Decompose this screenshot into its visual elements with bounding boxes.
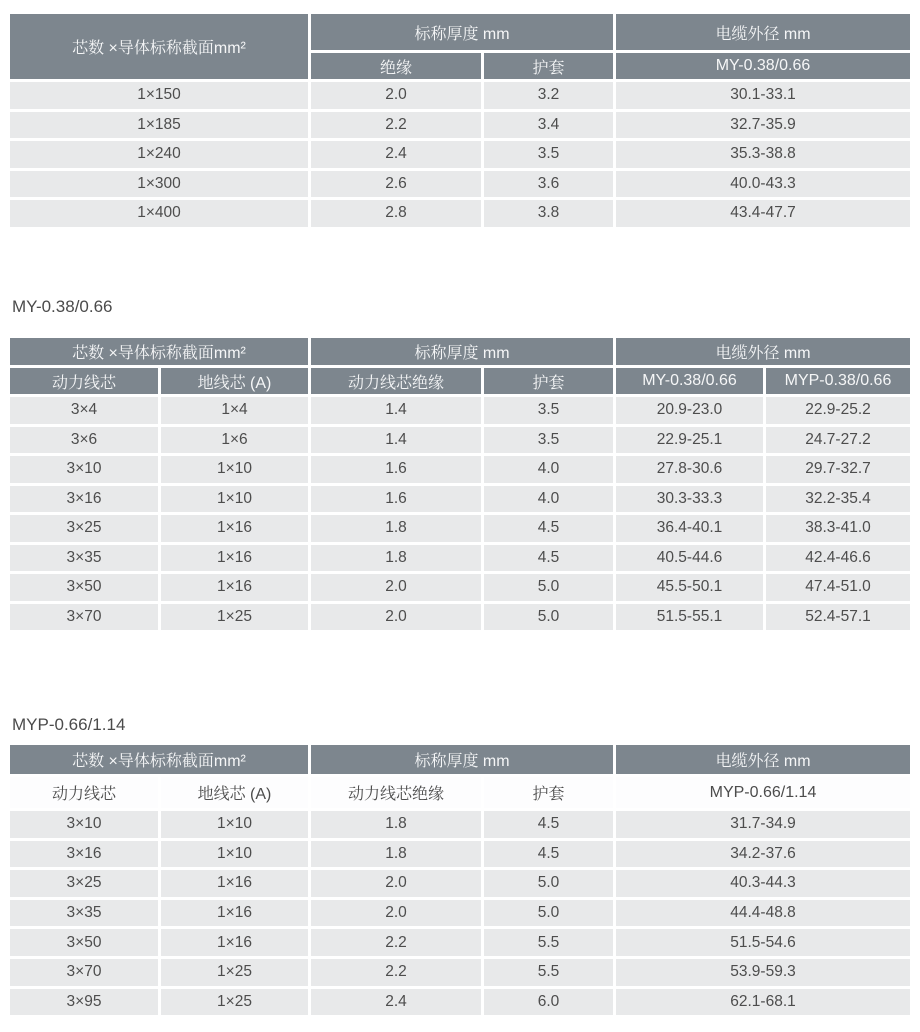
cell-insulation: 2.8	[311, 200, 481, 227]
cell-diameter-myp: 62.1-68.1	[616, 989, 910, 1016]
column-header-model-my: MY-0.38/0.66	[616, 368, 763, 394]
cell-diameter-my: 36.4-40.1	[616, 515, 763, 542]
cell-ground-core: 1×16	[161, 545, 308, 572]
column-header-sheath: 护套	[484, 368, 613, 394]
cell-power-insulation: 1.8	[311, 545, 481, 572]
cell-diameter-myp: 40.3-44.3	[616, 870, 910, 897]
section-title-myp: MYP-0.66/1.14	[12, 715, 126, 735]
cell-sheath: 3.5	[484, 141, 613, 168]
cell-insulation: 2.6	[311, 171, 481, 198]
cell-diameter-my: 27.8-30.6	[616, 456, 763, 483]
cell-insulation: 2.2	[311, 112, 481, 139]
cell-sheath: 4.0	[484, 486, 613, 513]
cell-ground-core: 1×16	[161, 929, 308, 956]
cell-power-insulation: 1.8	[311, 841, 481, 868]
cell-diameter-myp: 31.7-34.9	[616, 811, 910, 838]
cell-power-core: 3×35	[10, 545, 158, 572]
cell-diameter-myp: 38.3-41.0	[766, 515, 910, 542]
cell-diameter-my: 30.3-33.3	[616, 486, 763, 513]
cell-ground-core: 1×16	[161, 515, 308, 542]
cell-power-insulation: 2.0	[311, 574, 481, 601]
column-header-model-myp: MYP-0.38/0.66	[766, 368, 910, 394]
cell-diameter-myp: 32.2-35.4	[766, 486, 910, 513]
cell-sheath: 6.0	[484, 989, 613, 1016]
column-header-core-spec: 芯数 ×导体标称截面mm²	[10, 338, 308, 365]
cell-ground-core: 1×10	[161, 841, 308, 868]
cell-power-insulation: 2.2	[311, 959, 481, 986]
column-header-model-my: MY-0.38/0.66	[616, 53, 910, 79]
cell-diameter: 32.7-35.9	[616, 112, 910, 139]
cell-ground-core: 1×25	[161, 959, 308, 986]
cell-diameter-myp: 44.4-48.8	[616, 900, 910, 927]
column-header-thickness-group: 标称厚度 mm	[311, 745, 613, 774]
cell-power-core: 3×35	[10, 900, 158, 927]
cell-diameter: 40.0-43.3	[616, 171, 910, 198]
cell-sheath: 5.0	[484, 900, 613, 927]
table-single-core	[10, 14, 910, 227]
cell-power-insulation: 1.4	[311, 427, 481, 454]
cell-diameter-myp: 53.9-59.3	[616, 959, 910, 986]
cell-core-spec: 1×240	[10, 141, 308, 168]
cell-sheath: 5.0	[484, 604, 613, 631]
cell-sheath: 3.8	[484, 200, 613, 227]
cell-core-spec: 1×300	[10, 171, 308, 198]
column-header-diameter-group: 电缆外径 mm	[616, 14, 910, 50]
column-header-power-core: 动力线芯	[10, 368, 158, 394]
cell-diameter-myp: 29.7-32.7	[766, 456, 910, 483]
cell-diameter-myp: 34.2-37.6	[616, 841, 910, 868]
cell-ground-core: 1×16	[161, 870, 308, 897]
cell-power-insulation: 2.0	[311, 900, 481, 927]
cell-power-core: 3×10	[10, 811, 158, 838]
cell-sheath: 3.6	[484, 171, 613, 198]
cell-sheath: 3.2	[484, 82, 613, 109]
cell-insulation: 2.4	[311, 141, 481, 168]
cell-ground-core: 1×25	[161, 604, 308, 631]
cell-diameter-myp: 52.4-57.1	[766, 604, 910, 631]
cell-sheath: 4.5	[484, 841, 613, 868]
column-header-thickness-group: 标称厚度 mm	[311, 338, 613, 365]
cell-diameter-myp: 24.7-27.2	[766, 427, 910, 454]
cell-sheath: 3.4	[484, 112, 613, 139]
column-header-core-spec: 芯数 ×导体标称截面mm²	[10, 14, 308, 79]
cell-core-spec: 1×400	[10, 200, 308, 227]
column-header-model-myp: MYP-0.66/1.14	[616, 777, 910, 808]
cell-ground-core: 1×4	[161, 397, 308, 424]
column-header-power-core: 动力线芯	[10, 777, 158, 808]
cell-power-core: 3×50	[10, 929, 158, 956]
cell-power-insulation: 1.6	[311, 456, 481, 483]
column-header-thickness-group: 标称厚度 mm	[311, 14, 613, 50]
column-header-power-insulation: 动力线芯绝缘	[311, 777, 481, 808]
cell-power-core: 3×95	[10, 989, 158, 1016]
table-my-three-core	[10, 338, 910, 630]
cell-power-core: 3×50	[10, 574, 158, 601]
cell-diameter: 43.4-47.7	[616, 200, 910, 227]
cell-sheath: 4.5	[484, 515, 613, 542]
column-header-sheath: 护套	[484, 777, 613, 808]
cell-ground-core: 1×6	[161, 427, 308, 454]
cell-sheath: 4.5	[484, 545, 613, 572]
cell-power-insulation: 2.0	[311, 870, 481, 897]
cell-power-core: 3×16	[10, 841, 158, 868]
cell-power-core: 3×70	[10, 604, 158, 631]
cell-power-core: 3×16	[10, 486, 158, 513]
cell-diameter-my: 45.5-50.1	[616, 574, 763, 601]
column-header-diameter-group: 电缆外径 mm	[616, 745, 910, 774]
cell-diameter-my: 22.9-25.1	[616, 427, 763, 454]
cell-ground-core: 1×16	[161, 900, 308, 927]
cell-ground-core: 1×16	[161, 574, 308, 601]
cell-sheath: 5.5	[484, 929, 613, 956]
cell-sheath: 5.0	[484, 870, 613, 897]
cell-diameter-myp: 47.4-51.0	[766, 574, 910, 601]
cell-diameter-myp: 42.4-46.6	[766, 545, 910, 572]
cell-ground-core: 1×10	[161, 811, 308, 838]
cell-power-core: 3×10	[10, 456, 158, 483]
cell-power-insulation: 1.6	[311, 486, 481, 513]
cell-power-core: 3×70	[10, 959, 158, 986]
table-myp-three-core	[10, 745, 910, 1015]
column-header-diameter-group: 电缆外径 mm	[616, 338, 910, 365]
cell-diameter-my: 20.9-23.0	[616, 397, 763, 424]
cell-diameter-myp: 51.5-54.6	[616, 929, 910, 956]
cell-ground-core: 1×10	[161, 456, 308, 483]
cell-sheath: 5.5	[484, 959, 613, 986]
cell-power-insulation: 2.4	[311, 989, 481, 1016]
cell-ground-core: 1×25	[161, 989, 308, 1016]
cell-power-insulation: 2.0	[311, 604, 481, 631]
cell-sheath: 4.0	[484, 456, 613, 483]
column-header-ground-core: 地线芯 (A)	[161, 368, 308, 394]
column-header-insulation: 绝缘	[311, 53, 481, 79]
cell-power-core: 3×25	[10, 870, 158, 897]
cell-diameter-my: 51.5-55.1	[616, 604, 763, 631]
cell-diameter: 30.1-33.1	[616, 82, 910, 109]
cell-power-core: 3×6	[10, 427, 158, 454]
cell-core-spec: 1×150	[10, 82, 308, 109]
column-header-power-insulation: 动力线芯绝缘	[311, 368, 481, 394]
cell-sheath: 3.5	[484, 427, 613, 454]
section-title-my: MY-0.38/0.66	[12, 297, 113, 317]
cell-power-core: 3×4	[10, 397, 158, 424]
cell-power-insulation: 1.8	[311, 811, 481, 838]
cell-sheath: 3.5	[484, 397, 613, 424]
cell-power-insulation: 1.4	[311, 397, 481, 424]
column-header-sheath: 护套	[484, 53, 613, 79]
cell-power-insulation: 1.8	[311, 515, 481, 542]
cell-diameter-myp: 22.9-25.2	[766, 397, 910, 424]
cell-insulation: 2.0	[311, 82, 481, 109]
cell-diameter: 35.3-38.8	[616, 141, 910, 168]
cell-core-spec: 1×185	[10, 112, 308, 139]
cell-power-core: 3×25	[10, 515, 158, 542]
cell-sheath: 4.5	[484, 811, 613, 838]
cell-diameter-my: 40.5-44.6	[616, 545, 763, 572]
cell-sheath: 5.0	[484, 574, 613, 601]
column-header-core-spec: 芯数 ×导体标称截面mm²	[10, 745, 308, 774]
cell-power-insulation: 2.2	[311, 929, 481, 956]
cell-ground-core: 1×10	[161, 486, 308, 513]
column-header-ground-core: 地线芯 (A)	[161, 777, 308, 808]
